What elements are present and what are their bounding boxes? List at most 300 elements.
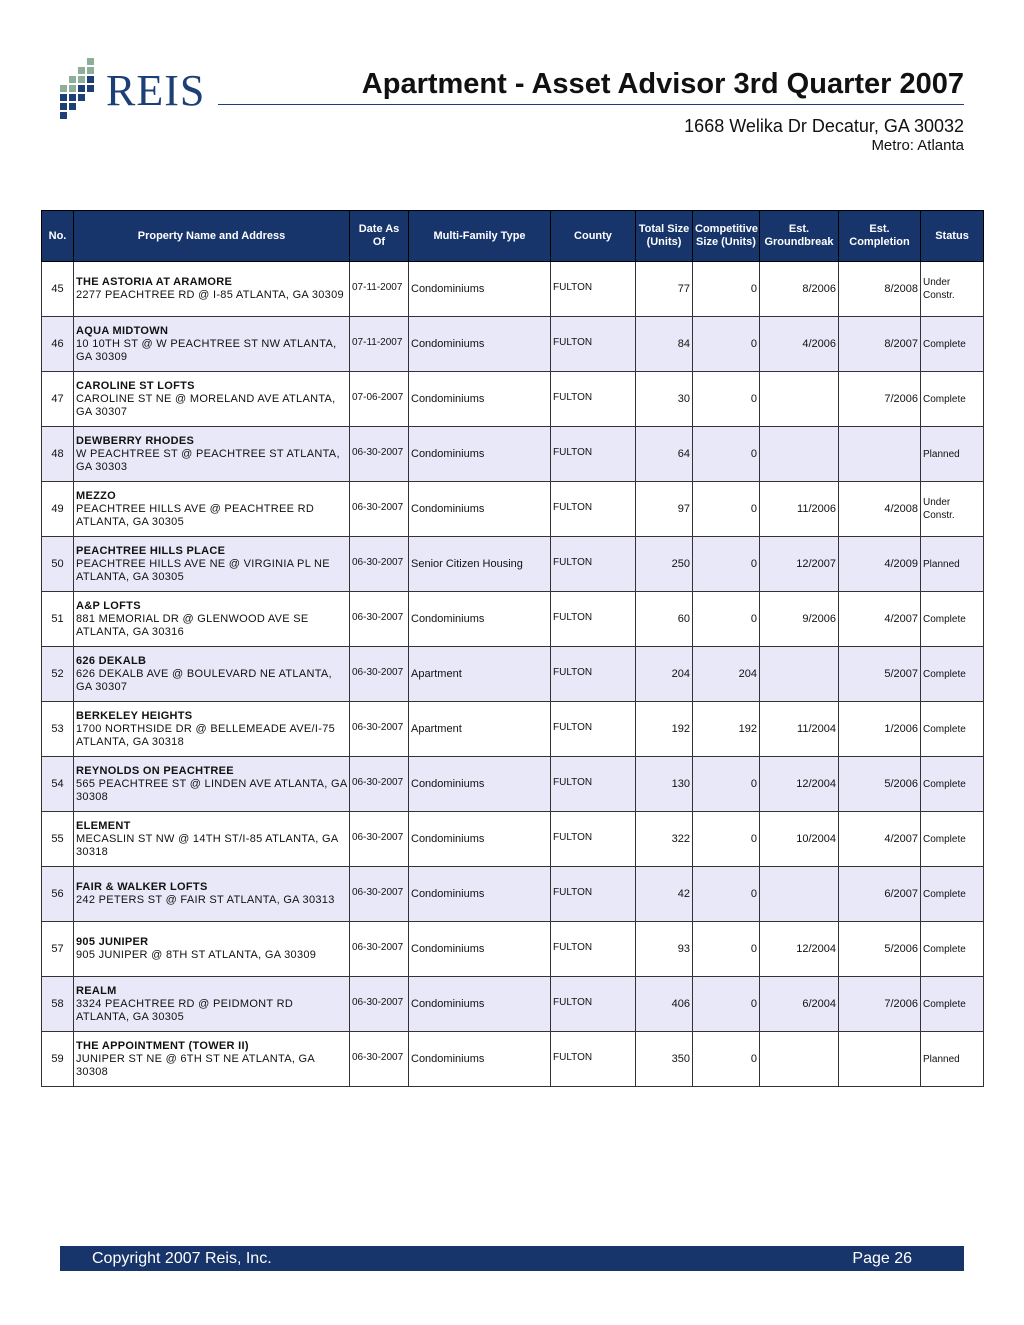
total-size xyxy=(636,757,693,812)
date-as-of-text: 06-30-2007 xyxy=(352,886,404,898)
property-cell xyxy=(74,647,350,702)
est-groundbreak-text: 10/2004 xyxy=(796,832,836,845)
competitive-size-text: 0 xyxy=(750,282,757,295)
county-text: FULTON xyxy=(553,831,593,843)
total-size-text: 350 xyxy=(671,1052,690,1065)
property-address-text: MECASLIN ST NW @ 14TH ST/I-85 ATLANTA, GA 30318 xyxy=(76,832,338,858)
county xyxy=(551,757,636,812)
property-address-text: CAROLINE ST NE @ MORELAND AVE ATLANTA, GA 30307 xyxy=(76,392,336,418)
total-size-text: 204 xyxy=(671,667,690,680)
row-number xyxy=(42,702,74,757)
county-text: FULTON xyxy=(553,281,593,293)
property-name: A&P LOFTS xyxy=(76,599,141,612)
total-size xyxy=(636,647,693,702)
row-number xyxy=(42,262,74,317)
competitive-size xyxy=(693,262,760,317)
date-as-of-text: 06-30-2007 xyxy=(352,721,404,733)
date-as-of xyxy=(350,262,409,317)
multi-family-type-text: Condominiums xyxy=(411,777,485,790)
property-cell xyxy=(74,537,350,592)
property-address-text: 905 JUNIPER @ 8TH ST ATLANTA, GA 30309 xyxy=(76,949,317,961)
competitive-size-text: 0 xyxy=(750,832,757,845)
competitive-size-text: 204 xyxy=(738,667,757,680)
column-header: Competitive Size (Units) xyxy=(693,211,760,262)
property-address-text: 881 MEMORIAL DR @ GLENWOOD AVE SE ATLANTA, GA 30316 xyxy=(76,612,309,638)
status-text: Planned xyxy=(923,1053,960,1065)
total-size-text: 130 xyxy=(671,777,690,790)
est-groundbreak xyxy=(760,482,839,537)
multi-family-type-text: Condominiums xyxy=(411,282,485,295)
est-groundbreak-text: 9/2006 xyxy=(802,612,836,625)
competitive-size-text: 0 xyxy=(750,1052,757,1065)
est-completion xyxy=(839,922,921,977)
property-cell xyxy=(74,482,350,537)
competitive-size-text: 0 xyxy=(750,612,757,625)
date-as-of-text: 06-30-2007 xyxy=(352,996,404,1008)
property-name: MEZZO xyxy=(76,489,116,502)
row-number-text: 53 xyxy=(51,722,64,735)
row-number-text: 46 xyxy=(51,337,64,350)
est-completion-text: 7/2006 xyxy=(884,997,918,1010)
multi-family-type-text: Condominiums xyxy=(411,832,485,845)
status xyxy=(921,592,984,647)
column-header: Total Size (Units) xyxy=(636,211,693,262)
property-name: PEACHTREE HILLS PLACE xyxy=(76,544,226,557)
est-groundbreak xyxy=(760,922,839,977)
table-row xyxy=(42,537,984,592)
multi-family-type-text: Condominiums xyxy=(411,392,485,405)
row-number xyxy=(42,592,74,647)
multi-family-type-text: Condominiums xyxy=(411,612,485,625)
status-text: Complete xyxy=(923,943,966,955)
column-header: Date As Of xyxy=(350,211,409,262)
competitive-size-text: 0 xyxy=(750,337,757,350)
competitive-size xyxy=(693,977,760,1032)
copyright-text: Copyright 2007 Reis, Inc. xyxy=(92,1250,272,1267)
property-address-text: PEACHTREE HILLS AVE NE @ VIRGINIA PL NE ATLANTA, GA 30305 xyxy=(76,557,330,583)
date-as-of xyxy=(350,482,409,537)
property-name: REYNOLDS ON PEACHTREE xyxy=(76,764,234,777)
total-size-text: 77 xyxy=(677,282,690,295)
date-as-of xyxy=(350,537,409,592)
row-number xyxy=(42,757,74,812)
est-completion xyxy=(839,812,921,867)
competitive-size xyxy=(693,317,760,372)
multi-family-type xyxy=(409,372,551,427)
multi-family-type xyxy=(409,867,551,922)
total-size xyxy=(636,262,693,317)
multi-family-type xyxy=(409,757,551,812)
status xyxy=(921,922,984,977)
competitive-size xyxy=(693,757,760,812)
property-cell xyxy=(74,977,350,1032)
county xyxy=(551,867,636,922)
row-number-text: 58 xyxy=(51,997,64,1010)
property-cell xyxy=(74,757,350,812)
total-size xyxy=(636,977,693,1032)
table-row xyxy=(42,1032,984,1087)
property-name: DEWBERRY RHODES xyxy=(76,434,195,447)
property-name: AQUA MIDTOWN xyxy=(76,324,169,337)
property-address-text: 626 DEKALB AVE @ BOULEVARD NE ATLANTA, GA 30307 xyxy=(76,667,332,693)
county-text: FULTON xyxy=(553,1051,593,1063)
multi-family-type xyxy=(409,702,551,757)
competitive-size xyxy=(693,647,760,702)
status xyxy=(921,262,984,317)
total-size xyxy=(636,922,693,977)
status xyxy=(921,757,984,812)
county-text: FULTON xyxy=(553,336,593,348)
multi-family-type xyxy=(409,482,551,537)
multi-family-type-text: Apartment xyxy=(411,722,462,735)
county-text: FULTON xyxy=(553,666,593,678)
properties-table xyxy=(41,210,984,1087)
est-completion xyxy=(839,1032,921,1087)
property-name: 626 DEKALB xyxy=(76,654,147,667)
county xyxy=(551,812,636,867)
property-address-text: JUNIPER ST NE @ 6TH ST NE ATLANTA, GA 30308 xyxy=(76,1052,315,1078)
property-address-text: 2277 PEACHTREE RD @ I-85 ATLANTA, GA 30309 xyxy=(76,289,344,301)
est-groundbreak-text: 12/2004 xyxy=(796,777,836,790)
total-size-text: 97 xyxy=(677,502,690,515)
est-completion-text: 8/2008 xyxy=(884,282,918,295)
est-completion xyxy=(839,427,921,482)
county-text: FULTON xyxy=(553,776,593,788)
date-as-of-text: 07-11-2007 xyxy=(352,281,403,293)
row-number-text: 47 xyxy=(51,392,64,405)
status xyxy=(921,317,984,372)
county xyxy=(551,702,636,757)
date-as-of-text: 07-06-2007 xyxy=(352,391,404,403)
county xyxy=(551,427,636,482)
est-groundbreak xyxy=(760,592,839,647)
table-row xyxy=(42,647,984,702)
property-name: THE ASTORIA AT ARAMORE xyxy=(76,276,233,288)
date-as-of-text: 06-30-2007 xyxy=(352,501,404,513)
property-address-text: 1700 NORTHSIDE DR @ BELLEMEADE AVE/I-75 ATLANTA, GA 30318 xyxy=(76,722,336,748)
date-as-of xyxy=(350,977,409,1032)
multi-family-type-text: Apartment xyxy=(411,667,462,680)
total-size-text: 322 xyxy=(671,832,690,845)
competitive-size-text: 0 xyxy=(750,942,757,955)
est-groundbreak-text: 8/2006 xyxy=(802,282,836,295)
property-address-text: 565 PEACHTREE ST @ LINDEN AVE ATLANTA, GA 30308 xyxy=(76,777,347,803)
status xyxy=(921,482,984,537)
table-row xyxy=(42,922,984,977)
est-groundbreak xyxy=(760,372,839,427)
status xyxy=(921,812,984,867)
row-number-text: 49 xyxy=(51,502,64,515)
competitive-size xyxy=(693,1032,760,1087)
county xyxy=(551,372,636,427)
total-size-text: 406 xyxy=(671,997,690,1010)
county-text: FULTON xyxy=(553,611,593,623)
competitive-size xyxy=(693,592,760,647)
county-text: FULTON xyxy=(553,446,593,458)
column-header: Property Name and Address xyxy=(74,211,350,262)
column-header: County xyxy=(551,211,636,262)
property-cell xyxy=(74,812,350,867)
total-size-text: 192 xyxy=(671,722,690,735)
est-completion xyxy=(839,977,921,1032)
est-groundbreak-text: 11/2004 xyxy=(797,722,836,735)
footer-bar xyxy=(60,1246,964,1271)
est-groundbreak xyxy=(760,317,839,372)
est-groundbreak-text: 11/2006 xyxy=(797,502,836,515)
est-completion-text: 8/2007 xyxy=(884,337,918,350)
reis-logo xyxy=(60,58,220,122)
page-title: Apartment - Asset Advisor 3rd Quarter 2007 xyxy=(361,68,964,100)
property-cell xyxy=(74,592,350,647)
multi-family-type-text: Condominiums xyxy=(411,887,485,900)
property-address-text: 10 10TH ST @ W PEACHTREE ST NW ATLANTA, GA 30309 xyxy=(76,337,337,363)
total-size xyxy=(636,812,693,867)
est-completion-text: 6/2007 xyxy=(884,887,918,900)
column-header: Status xyxy=(921,211,984,262)
status-text: Planned xyxy=(923,448,960,460)
property-name: FAIR & WALKER LOFTS xyxy=(76,881,208,893)
table-row xyxy=(42,757,984,812)
est-groundbreak-text: 12/2007 xyxy=(796,557,836,570)
property-cell xyxy=(74,262,350,317)
est-completion-text: 4/2008 xyxy=(884,502,918,515)
multi-family-type-text: Condominiums xyxy=(411,337,485,350)
est-completion xyxy=(839,372,921,427)
row-number-text: 57 xyxy=(51,942,64,955)
total-size-text: 30 xyxy=(677,392,690,405)
date-as-of-text: 06-30-2007 xyxy=(352,941,404,953)
county xyxy=(551,317,636,372)
row-number xyxy=(42,977,74,1032)
status-text: Complete xyxy=(923,338,966,350)
table-row xyxy=(42,977,984,1032)
property-cell xyxy=(74,427,350,482)
county xyxy=(551,922,636,977)
table-row xyxy=(42,812,984,867)
est-completion-text: 4/2007 xyxy=(884,612,918,625)
property-name: REALM xyxy=(76,984,117,997)
status-text: Complete xyxy=(923,668,966,680)
total-size xyxy=(636,592,693,647)
competitive-size-text: 192 xyxy=(738,722,757,735)
property-address-text: PEACHTREE HILLS AVE @ PEACHTREE RD ATLANTA, GA 30305 xyxy=(76,502,315,528)
competitive-size xyxy=(693,867,760,922)
county-text: FULTON xyxy=(553,941,593,953)
multi-family-type-text: Condominiums xyxy=(411,1052,485,1065)
competitive-size-text: 0 xyxy=(750,887,757,900)
total-size-text: 84 xyxy=(677,337,690,350)
est-completion xyxy=(839,647,921,702)
est-groundbreak-text: 12/2004 xyxy=(796,942,836,955)
total-size xyxy=(636,372,693,427)
status-text: Complete xyxy=(923,888,966,900)
status-text: Complete xyxy=(923,723,966,735)
multi-family-type xyxy=(409,317,551,372)
date-as-of xyxy=(350,317,409,372)
est-completion xyxy=(839,482,921,537)
multi-family-type xyxy=(409,1032,551,1087)
multi-family-type xyxy=(409,262,551,317)
property-address-text: 242 PETERS ST @ FAIR ST ATLANTA, GA 30313 xyxy=(76,894,335,906)
multi-family-type-text: Senior Citizen Housing xyxy=(411,557,523,570)
total-size-text: 64 xyxy=(677,447,690,460)
date-as-of xyxy=(350,592,409,647)
county-text: FULTON xyxy=(553,391,593,403)
est-groundbreak xyxy=(760,812,839,867)
total-size xyxy=(636,1032,693,1087)
est-groundbreak xyxy=(760,702,839,757)
status xyxy=(921,427,984,482)
row-number xyxy=(42,812,74,867)
competitive-size xyxy=(693,922,760,977)
row-number-text: 59 xyxy=(51,1052,64,1065)
date-as-of-text: 06-30-2007 xyxy=(352,446,404,458)
competitive-size-text: 0 xyxy=(750,557,757,570)
row-number xyxy=(42,372,74,427)
est-completion xyxy=(839,537,921,592)
est-groundbreak xyxy=(760,1032,839,1087)
row-number-text: 52 xyxy=(51,667,64,680)
county xyxy=(551,482,636,537)
row-number-text: 48 xyxy=(51,447,64,460)
property-cell xyxy=(74,922,350,977)
row-number-text: 50 xyxy=(51,557,64,570)
table-header-row xyxy=(42,211,984,262)
property-address-text: 3324 PEACHTREE RD @ PEIDMONT RD ATLANTA, GA 30305 xyxy=(76,997,294,1023)
multi-family-type-text: Condominiums xyxy=(411,997,485,1010)
metro-label: Metro: Atlanta xyxy=(871,137,964,154)
property-cell xyxy=(74,317,350,372)
date-as-of xyxy=(350,867,409,922)
table-row xyxy=(42,702,984,757)
total-size-text: 42 xyxy=(677,887,690,900)
status xyxy=(921,647,984,702)
status xyxy=(921,702,984,757)
multi-family-type xyxy=(409,812,551,867)
status xyxy=(921,537,984,592)
date-as-of-text: 06-30-2007 xyxy=(352,776,404,788)
multi-family-type-text: Condominiums xyxy=(411,447,485,460)
date-as-of-text: 06-30-2007 xyxy=(352,556,404,568)
property-name: BERKELEY HEIGHTS xyxy=(76,709,193,722)
est-completion-text: 4/2007 xyxy=(884,832,918,845)
date-as-of-text: 06-30-2007 xyxy=(352,1051,404,1063)
competitive-size xyxy=(693,812,760,867)
est-completion-text: 7/2006 xyxy=(884,392,918,405)
total-size xyxy=(636,702,693,757)
total-size xyxy=(636,317,693,372)
row-number-text: 56 xyxy=(51,887,64,900)
property-name: CAROLINE ST LOFTS xyxy=(76,379,195,392)
logo-grid-icon xyxy=(60,58,100,120)
property-address: 1668 Welika Dr Decatur, GA 30032 xyxy=(684,116,964,136)
est-groundbreak xyxy=(760,867,839,922)
est-completion-text: 4/2009 xyxy=(884,557,918,570)
est-groundbreak-text: 6/2004 xyxy=(802,997,836,1010)
est-completion xyxy=(839,867,921,922)
property-address-text: W PEACHTREE ST @ PEACHTREE ST ATLANTA, GA 30303 xyxy=(76,447,340,473)
est-completion xyxy=(839,757,921,812)
property-name: THE APPOINTMENT (TOWER II) xyxy=(76,1039,249,1052)
competitive-size xyxy=(693,482,760,537)
multi-family-type xyxy=(409,922,551,977)
competitive-size xyxy=(693,372,760,427)
county xyxy=(551,647,636,702)
date-as-of xyxy=(350,1032,409,1087)
property-cell xyxy=(74,372,350,427)
multi-family-type-text: Condominiums xyxy=(411,502,485,515)
multi-family-type xyxy=(409,427,551,482)
header-rule xyxy=(218,104,964,105)
est-groundbreak xyxy=(760,647,839,702)
status-text: Under Constr. xyxy=(923,277,955,301)
est-groundbreak xyxy=(760,537,839,592)
date-as-of xyxy=(350,372,409,427)
date-as-of-text: 06-30-2007 xyxy=(352,831,404,843)
est-completion-text: 5/2007 xyxy=(884,667,918,680)
table-row xyxy=(42,427,984,482)
table-row xyxy=(42,317,984,372)
status-text: Planned xyxy=(923,558,960,570)
competitive-size-text: 0 xyxy=(750,447,757,460)
status-text: Complete xyxy=(923,393,966,405)
competitive-size xyxy=(693,702,760,757)
row-number xyxy=(42,537,74,592)
competitive-size-text: 0 xyxy=(750,502,757,515)
status-text: Complete xyxy=(923,998,966,1010)
logo-text: REIS xyxy=(106,66,206,115)
date-as-of xyxy=(350,812,409,867)
status xyxy=(921,867,984,922)
total-size-text: 60 xyxy=(677,612,690,625)
multi-family-type xyxy=(409,592,551,647)
competitive-size xyxy=(693,427,760,482)
county xyxy=(551,977,636,1032)
competitive-size-text: 0 xyxy=(750,777,757,790)
property-cell xyxy=(74,702,350,757)
county xyxy=(551,1032,636,1087)
est-groundbreak xyxy=(760,977,839,1032)
total-size xyxy=(636,537,693,592)
est-completion xyxy=(839,317,921,372)
status-text: Complete xyxy=(923,778,966,790)
est-completion-text: 1/2006 xyxy=(884,722,918,735)
page-number: Page 26 xyxy=(852,1250,912,1267)
row-number xyxy=(42,867,74,922)
status-text: Complete xyxy=(923,833,966,845)
row-number xyxy=(42,317,74,372)
competitive-size-text: 0 xyxy=(750,997,757,1010)
county xyxy=(551,537,636,592)
est-completion-text: 5/2006 xyxy=(884,942,918,955)
est-groundbreak xyxy=(760,757,839,812)
date-as-of xyxy=(350,647,409,702)
date-as-of-text: 06-30-2007 xyxy=(352,611,404,623)
est-groundbreak-text: 4/2006 xyxy=(802,337,836,350)
competitive-size xyxy=(693,537,760,592)
row-number xyxy=(42,427,74,482)
status-text: Under Constr. xyxy=(923,497,955,521)
property-name: ELEMENT xyxy=(76,819,131,832)
county xyxy=(551,262,636,317)
total-size-text: 250 xyxy=(671,557,690,570)
date-as-of xyxy=(350,922,409,977)
status xyxy=(921,372,984,427)
county-text: FULTON xyxy=(553,721,593,733)
property-cell xyxy=(74,1032,350,1087)
competitive-size-text: 0 xyxy=(750,392,757,405)
multi-family-type xyxy=(409,537,551,592)
